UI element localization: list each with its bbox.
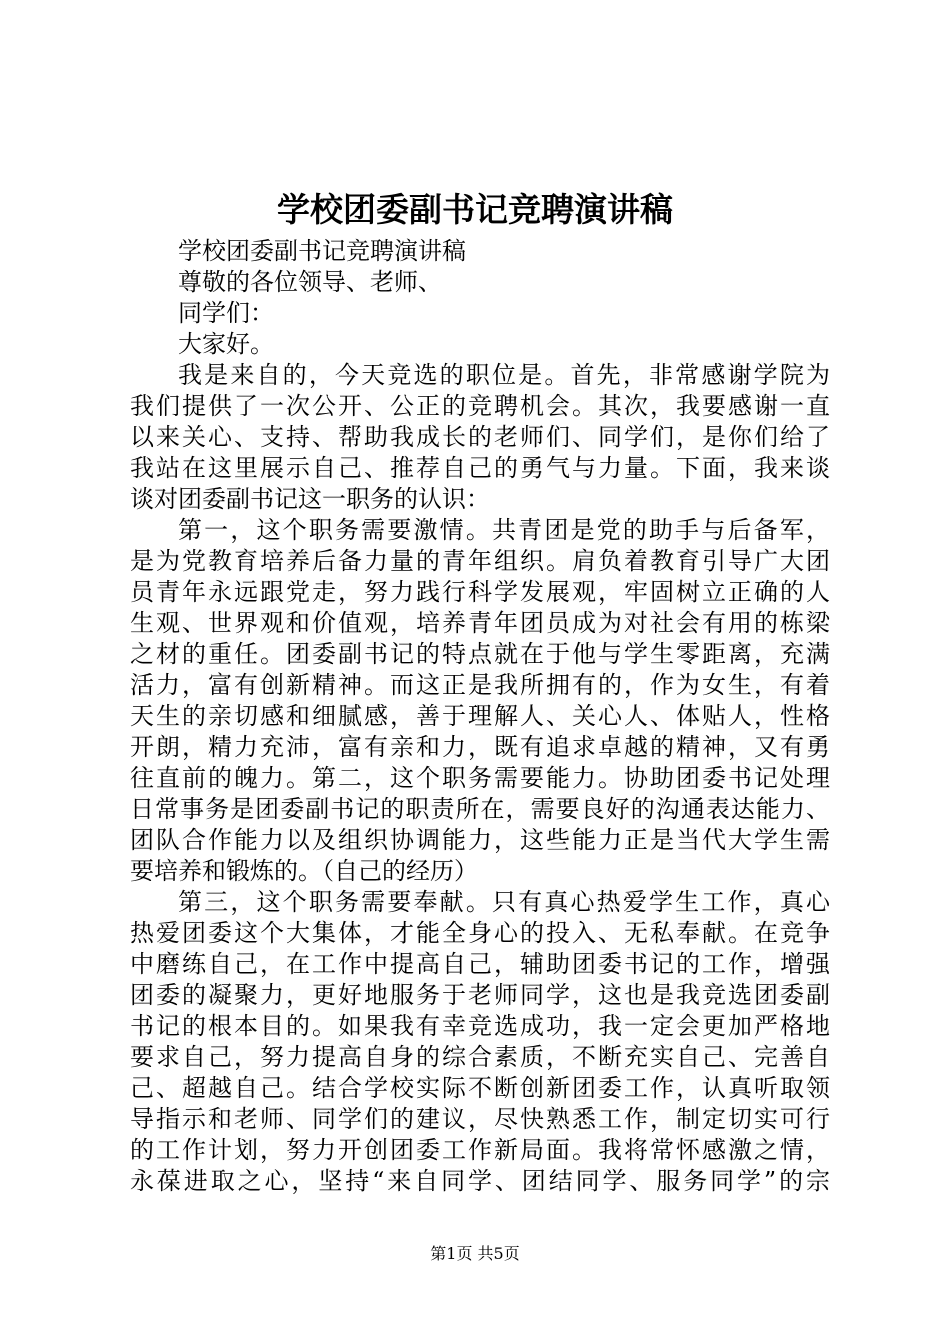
body-line: 第三，这个职务需要奉献。只有真心热爱学生工作，真心 [178,888,830,916]
body-line: 热爱团委这个大集体，才能全身心的投入、无私奉献。在竞争 [130,919,830,947]
body-line: 是为党教育培养后备力量的青年组织。肩负着教育引导广大团 [130,547,830,575]
body-line: 团队合作能力以及组织协调能力，这些能力正是当代大学生需 [130,826,830,854]
document-body [130,236,830,1197]
body-line: 谈对团委副书记这一职务的认识： [130,485,490,513]
body-line: 开朗，精力充沛，富有亲和力，既有追求卓越的精神，又有勇 [130,733,830,761]
body-line: 员青年永远跟党走，努力践行科学发展观，牢固树立正确的人 [130,578,830,606]
body-line: 我是来自的，今天竞选的职位是。首先，非常感谢学院为 [178,361,830,389]
body-line: 书记的根本目的。如果我有幸竞选成功，我一定会更加严格地 [130,1012,830,1040]
body-line: 同学们： [178,299,274,327]
body-line: 要培养和锻炼的。（自己的经历） [130,857,478,885]
body-line: 要求自己，努力提高自身的综合素质，不断充实自己、完善自 [130,1043,830,1071]
body-line: 生观、世界观和价值观，培养青年团员成为对社会有用的栋梁 [130,609,830,637]
body-line: 团委的凝聚力，更好地服务于老师同学，这也是我竞选团委副 [130,981,830,1009]
body-line: 的工作计划，努力开创团委工作新局面。我将常怀感激之情， [130,1136,830,1164]
document-title: 学校团委副书记竞聘演讲稿 [277,190,673,229]
body-line: 往直前的魄力。第二，这个职务需要能力。协助团委书记处理 [130,764,830,792]
page-footer: 第1页 共5页 [430,1244,520,1263]
body-line: 之材的重任。团委副书记的特点就在于他与学生零距离，充满 [130,640,830,668]
body-line: 永葆进取之心，坚持“来自同学、团结同学、服务同学”的宗 [130,1167,830,1195]
body-line: 以来关心、支持、帮助我成长的老师们、同学们，是你们给了 [130,423,830,451]
body-line: 天生的亲切感和细腻感，善于理解人、关心人、体贴人，性格 [130,702,830,730]
body-line: 大家好。 [178,330,274,358]
body-line: 学校团委副书记竞聘演讲稿 [178,237,466,265]
body-line: 己、超越自己。结合学校实际不断创新团委工作，认真听取领 [130,1074,830,1102]
body-line: 日常事务是团委副书记的职责所在，需要良好的沟通表达能力、 [130,795,830,823]
body-line: 导指示和老师、同学们的建议，尽快熟悉工作，制定切实可行 [130,1105,830,1133]
body-line: 尊敬的各位领导、老师、 [178,268,442,296]
body-line: 我站在这里展示自己、推荐自己的勇气与力量。下面，我来谈 [130,454,830,482]
body-line: 活力，富有创新精神。而这正是我所拥有的，作为女生，有着 [130,671,830,699]
body-line: 我们提供了一次公开、公正的竞聘机会。其次，我要感谢一直 [130,392,830,420]
body-line: 中磨练自己，在工作中提高自己，辅助团委书记的工作，增强 [130,950,830,978]
body-line: 第一，这个职务需要激情。共青团是党的助手与后备军， [178,516,830,544]
